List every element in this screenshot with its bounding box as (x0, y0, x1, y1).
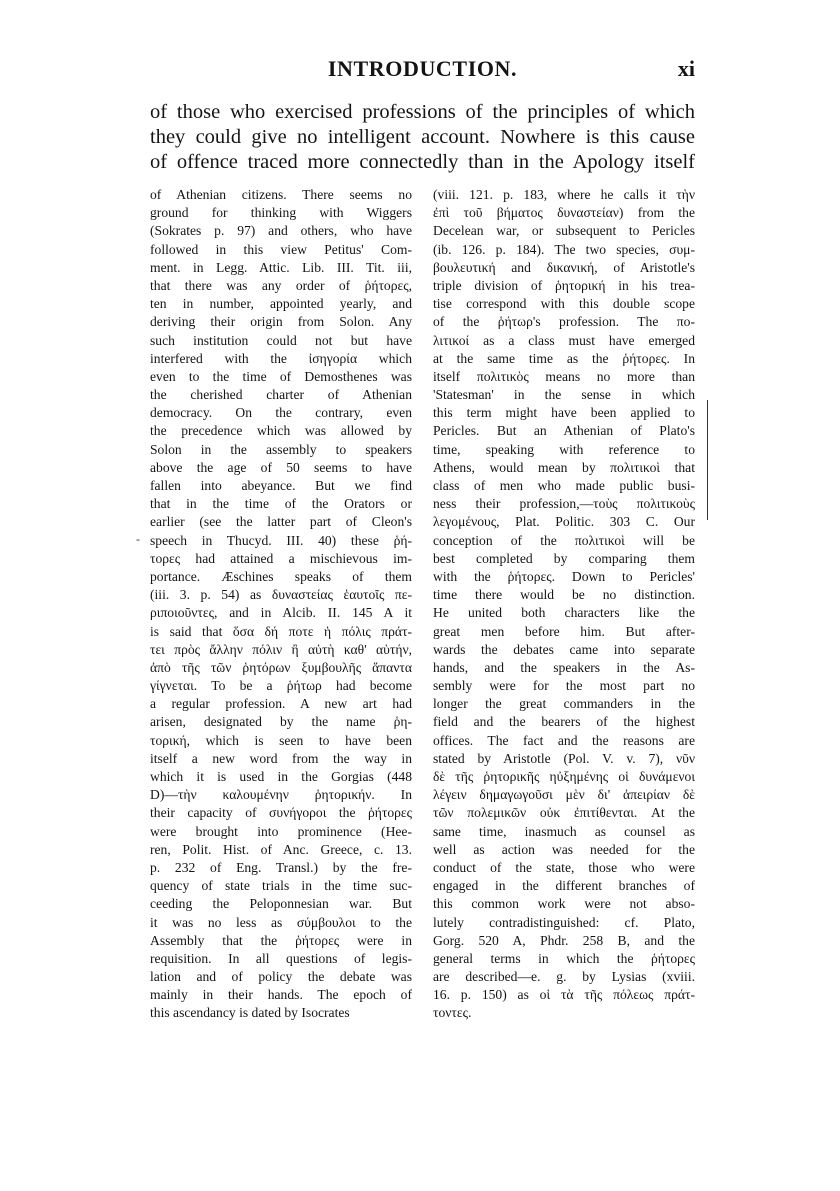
footnote-line: Athens, would mean by πολιτικοὶ that (433, 459, 695, 475)
footnote-line: itself a new word from the way in (150, 750, 412, 766)
footnote-line: ten in number, appointed yearly, and (150, 296, 412, 312)
main-text (150, 100, 695, 175)
footnote-line: this common work were not abso- (433, 896, 695, 912)
footnote-line: ceeding the Peloponnesian war. But (150, 896, 412, 912)
main-text-line: they could give no intelligent account. Nowhere is this cause (150, 126, 695, 148)
footnote-line: ren, Polit. Hist. of Anc. Greece, c. 13. (150, 841, 412, 857)
footnote-line: field and the bearers of the highest (433, 714, 695, 730)
margin-bracket (707, 400, 711, 520)
footnote-line: ριποιοῦντες, and in Alcib. II. 145 A it (150, 605, 412, 621)
footnote-line: democracy. On the contrary, even (150, 405, 412, 421)
footnote-line: this ascendancy is dated by Isocrates (150, 1005, 350, 1021)
footnote-line: λέγειν δημαγωγοῦσι μὲν δι' ἀπειρίαν δὲ (433, 787, 695, 803)
footnote-line: this term might have been applied to (433, 405, 695, 421)
footnote-line: λιτικοί as a class must have emerged (433, 332, 695, 348)
footnote-line: tise correspond with this double scope (433, 296, 695, 312)
footnote-line: triple division of ῥητορική in his trea- (433, 277, 695, 293)
footnote-line: even to the time of Demosthenes was (150, 368, 412, 384)
footnote-line: Decelean war, or subsequent to Pericles (433, 223, 695, 239)
page-header (150, 56, 695, 86)
footnote-line: speech in Thucyd. III. 40) these ῥή- (150, 532, 412, 548)
footnote-line: ἀπὸ τῆς τῶν ῥητόρων ξυμβουλῆς ἅπαντα (150, 659, 412, 675)
footnote-line: ment. in Legg. Attic. Lib. III. Tit. iii, (150, 259, 412, 275)
margin-mark: ‐ (136, 532, 140, 546)
footnote-line: portance. Æschines speaks of them (150, 568, 412, 584)
footnote-line: hands, and the speakers in the As- (433, 659, 695, 675)
footnote-line: quency of state trials in the time suc- (150, 878, 412, 894)
footnote-line: (ib. 126. p. 184). The two species, συμ- (433, 241, 695, 257)
page-number: xi (677, 56, 695, 81)
footnote-line: that there was any order of ῥήτορες, (150, 277, 412, 293)
footnote-line: lutely contradistinguished: cf. Plato, (433, 914, 695, 930)
footnote-line: of Athenian citizens. There seems no (150, 187, 412, 202)
footnote-line: requisition. In all questions of legis- (150, 950, 412, 966)
footnote-line: τει πρὸς ἄλλην πόλιν ἢ αὐτὴ καθ' αὑτήν, (150, 641, 412, 657)
footnote-line: 'Statesman' in the sense in which (433, 387, 695, 403)
footnote-line: is said that ὅσα δή ποτε ἡ πόλις πράτ- (150, 623, 412, 639)
footnote-line: conception of the πολιτικοὶ will be (433, 532, 695, 548)
footnote-left-column (150, 186, 412, 1023)
footnote-line: Pericles. But an Athenian of Plato's (433, 423, 695, 439)
footnote-line: same time, inasmuch as counsel as (433, 823, 695, 839)
footnote-line: sembly were for the most part no (433, 678, 695, 694)
footnote-line: ness their profession,—τοὺς πολιτικοὺς (433, 496, 695, 512)
footnote-right-column (433, 186, 695, 1023)
footnote-line: well as action was needed for the (433, 841, 695, 857)
main-text-line: of those who exercised professions of the principles of which (150, 101, 695, 123)
footnote-line: earlier (see the latter part of Cleon's (150, 514, 412, 530)
footnote-line: interfered with the ἰσηγορία which (150, 350, 412, 366)
footnote-line: D)—τὴν καλουμένην ῥητορικήν. In (150, 787, 412, 803)
footnote-line: class of men who made public busi- (433, 478, 695, 493)
footnote-line: time, speaking with reference to (433, 441, 695, 457)
footnote-line: followed in this view Petitus' Com- (150, 241, 412, 257)
footnote-line: wards the debates came into separate (433, 641, 695, 657)
footnote-line: above the age of 50 seems to have (150, 459, 412, 475)
footnote-line: offices. The fact and the reasons are (433, 732, 695, 748)
footnote-line: were brought into prominence (Hee- (150, 823, 412, 839)
footnote-line: mainly in their hands. The epoch of (150, 987, 412, 1003)
footnote-line: fallen into abeyance. But we find (150, 478, 412, 493)
footnote-line: βουλευτική and δικανική, of Aristotle's (433, 259, 695, 275)
footnote-line: Assembly that the ῥήτορες were in (150, 932, 412, 948)
main-text-line: of offence traced more connectedly than in the Apology itself (150, 151, 695, 173)
footnote-line: (viii. 121. p. 183, where he calls it τὴν (433, 187, 695, 202)
footnote-line: the precedence which was allowed by (150, 423, 412, 439)
footnote-line: stated by Aristotle (Pol. V. v. 7), νῦν (433, 750, 695, 766)
footnote-line: such institution could not but have (150, 332, 412, 348)
footnote-line: which it is used in the Gorgias (448 (150, 769, 412, 784)
footnote-line: time there would be no distinction. (433, 587, 695, 603)
footnote-line: engaged in the different branches of (433, 878, 695, 894)
footnote-line: γίγνεται. To be a ῥήτωρ had become (150, 678, 412, 694)
footnote-line: itself πολιτικὸς means no more than (433, 368, 695, 384)
footnote-line: ἐπὶ τοῦ βήματος δυναστείαν) from the (433, 205, 695, 221)
footnote-line: Gorg. 520 A, Phdr. 258 B, and the (433, 932, 695, 948)
footnote-line: longer the great commanders in the (433, 696, 695, 712)
footnote-line: their capacity of συνήγοροι the ῥήτορες (150, 805, 412, 821)
footnote-line: lation and of policy the debate was (150, 969, 412, 985)
footnote-line: δὲ τῆς ῥητορικῆς ηὐξημένης οἱ δυνάμενοι (433, 769, 695, 784)
footnote-line: arisen, designated by the name ῥη- (150, 714, 412, 730)
footnote-line: τορες had attained a mischievous im- (150, 550, 412, 566)
footnote-line: (Sokrates p. 97) and others, who have (150, 223, 412, 239)
footnote-line: τορική, which is seen to have been (150, 732, 412, 748)
footnote-line: it was no less as σύμβουλοι to the (150, 914, 412, 930)
footnote-line: λεγομένους, Plat. Politic. 303 C. Our (433, 514, 695, 530)
footnote-line: 16. p. 150) as οἱ τὰ τῆς πόλεως πράτ- (433, 987, 695, 1003)
footnote-line: τῶν πολεμικῶν οὐκ ἐπιτίθενται. At the (433, 805, 695, 821)
footnote-line: (iii. 3. p. 54) as δυναστείας ἑαυτοῖς πε- (150, 587, 412, 603)
footnote-line: τοντες. (433, 1005, 472, 1021)
footnote-line: with the ῥήτορες. Down to Pericles' (433, 568, 695, 584)
footnote-line: best completed by comparing them (433, 550, 695, 566)
footnote-line: conduct of the state, those who were (433, 859, 695, 875)
footnote-line: that in the time of the Orators or (150, 496, 412, 512)
running-head: INTRODUCTION. (327, 56, 518, 81)
footnote-line: He united both characters like the (433, 605, 695, 621)
footnote-line: at the same time as the ῥήτορες. In (433, 350, 695, 366)
footnote-line: great men before him. But after- (433, 623, 695, 639)
footnote-line: general terms in which the ῥήτορες (433, 950, 695, 966)
footnote-line: ground for thinking with Wiggers (150, 205, 412, 221)
footnote-line: deriving their origin from Solon. Any (150, 314, 412, 330)
footnote-line: the cherished charter of Athenian (150, 387, 412, 403)
footnote-line: p. 232 of Eng. Transl.) by the fre- (150, 859, 412, 875)
footnote-line: of the ῥήτωρ's profession. The πο- (433, 314, 695, 330)
footnote-line: Solon in the assembly to speakers (150, 441, 412, 457)
footnote-line: a regular profession. A new art had (150, 696, 412, 712)
footnote-line: are described—e. g. by Lysias (xviii. (433, 969, 695, 985)
